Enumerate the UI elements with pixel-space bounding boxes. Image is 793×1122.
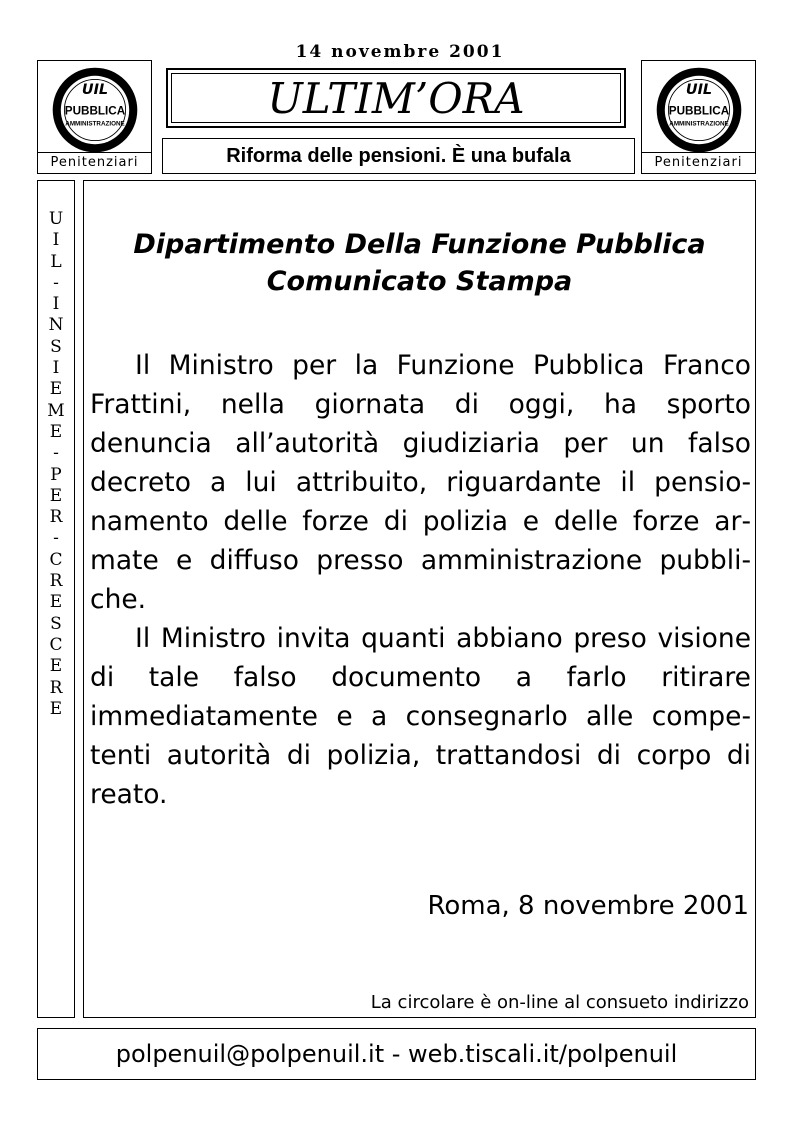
side-slogan-box: [37, 180, 75, 1018]
emblem-ring-text: UIL: [685, 81, 712, 98]
logo-caption: Penitenziari: [38, 152, 151, 173]
logo-right: [641, 60, 756, 174]
union-emblem-icon: [50, 65, 140, 155]
union-emblem-icon: [654, 65, 744, 155]
page-title: ULTIM’ORA: [171, 73, 621, 123]
title-box: [166, 68, 626, 128]
press-release-box: [83, 180, 756, 1018]
heading-release: Comunicato Stampa: [266, 266, 573, 297]
heading-department: Dipartimento Della Funzione Pubblica: [133, 229, 706, 260]
issue-date: 14 novembre 2001: [295, 42, 505, 62]
side-slogan: U I L - I N S I E M E - P E R - C R E S C E R E: [47, 209, 65, 719]
svg-text:PUBBLICA: PUBBLICA: [64, 104, 125, 118]
svg-text:AMMINISTRAZIONE: AMMINISTRAZIONE: [64, 120, 125, 128]
paragraph-2: Il Ministro invita quanti abbiano preso visione di tale falso documento a farlo ritirare immediatamente e a consegnarlo alle competenti autorità di polizia, trattandosi di corpo di reato.: [90, 623, 751, 810]
online-note: La circolare è on-line al consueto indirizzo: [370, 992, 749, 1013]
emblem-ring-text: UIL: [81, 81, 108, 98]
svg-text:AMMINISTRAZIONE: AMMINISTRAZIONE: [668, 120, 729, 128]
subtitle: Riforma delle pensioni. È una bufala: [162, 138, 635, 174]
svg-text:PUBBLICA: PUBBLICA: [668, 104, 729, 118]
place-and-date: Roma, 8 novembre 2001: [427, 891, 749, 921]
footer-contacts: polpenuil@polpenuil.it - web.tiscali.it/polpenuil: [37, 1028, 756, 1080]
press-release-heading: [84, 226, 755, 300]
logo-caption: Penitenziari: [642, 152, 755, 173]
logo-left: [37, 60, 152, 174]
paragraph-1: Il Ministro per la Funzione Pubblica Franco Frattini, nella giornata di oggi, ha sporto denuncia all’autorità giudiziaria per un falso decreto a lui attribuito, riguardante il pensionamento delle forze di polizia e delle forze armate e diffuso presso amministrazione pubbliche.: [90, 350, 751, 615]
